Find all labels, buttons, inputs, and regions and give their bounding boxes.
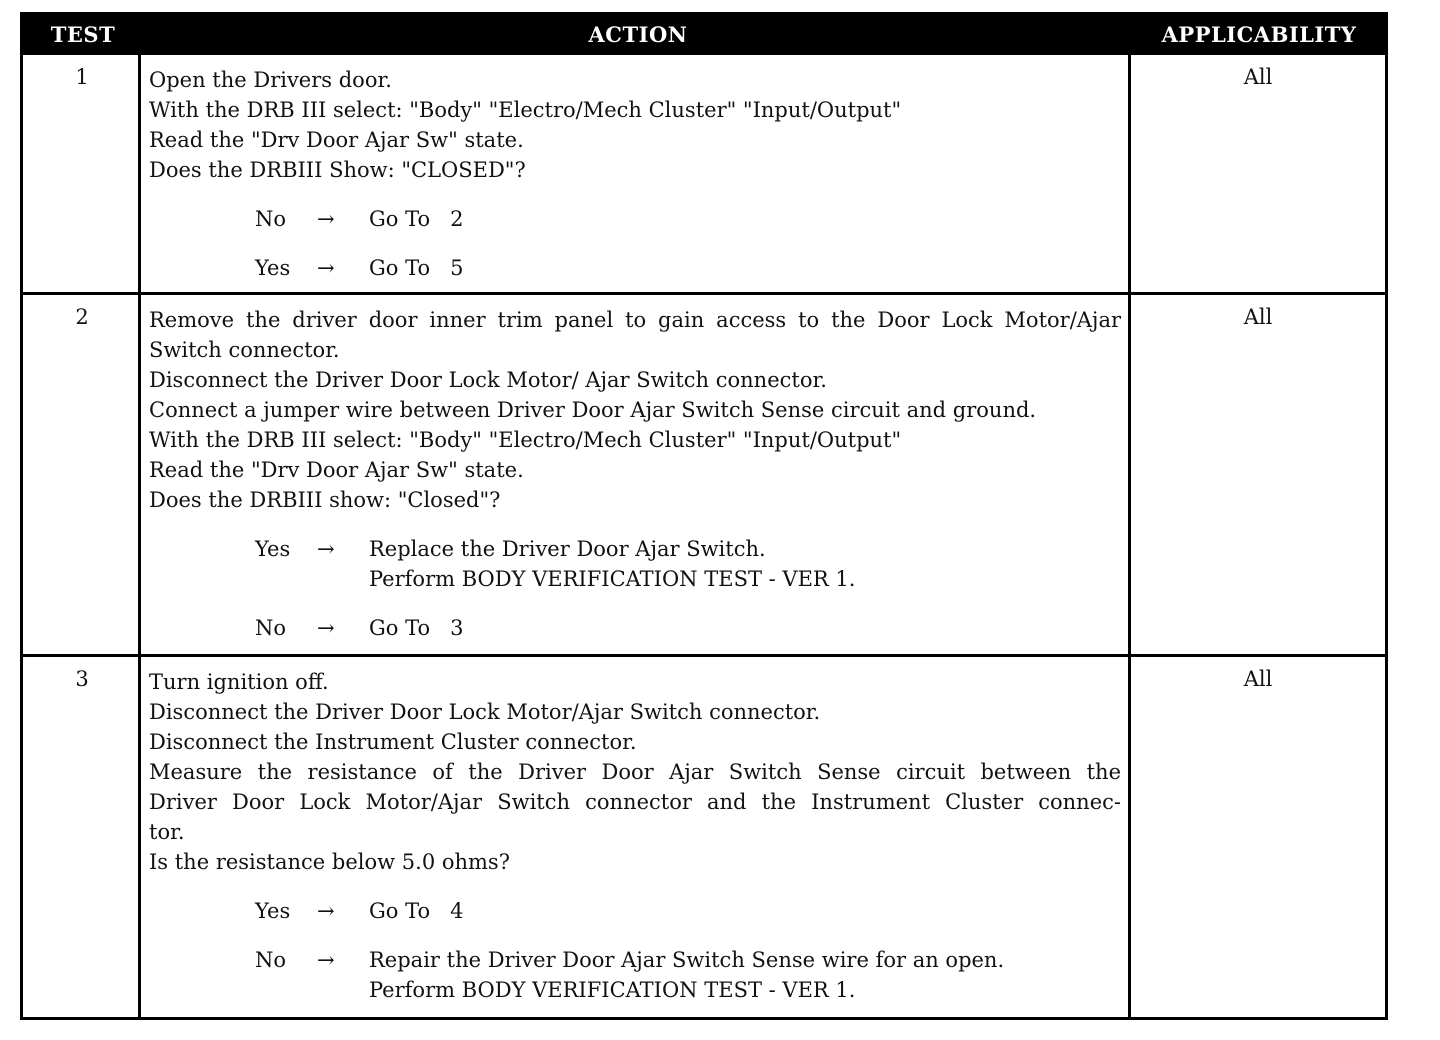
action-line: Read the "Drv Door Ajar Sw" state. <box>149 458 524 482</box>
test-cell <box>23 55 141 292</box>
arrow-icon: → <box>317 256 335 280</box>
arrow-icon: → <box>317 207 335 231</box>
outcome-result: Go To 2 <box>369 207 464 231</box>
arrow-icon: → <box>317 537 335 561</box>
header-applicability: APPLICABILITY <box>1161 22 1357 47</box>
action-line: With the DRB III select: "Body" "Electro/Mech Cluster" "Input/Output" <box>149 428 902 452</box>
outcome-result: Go To 5 <box>369 256 464 280</box>
action-line: Disconnect the Driver Door Lock Motor/Ajar Switch connector. <box>149 700 821 724</box>
action-line: Turn ignition off. <box>149 670 329 694</box>
action-line: Does the DRBIII show: "Closed"? <box>149 488 501 512</box>
action-line: Read the "Drv Door Ajar Sw" state. <box>149 128 524 152</box>
action-cell <box>141 55 1131 292</box>
arrow-icon: → <box>317 899 335 923</box>
outcome-result: Perform BODY VERIFICATION TEST - VER 1. <box>369 567 856 591</box>
outcome <box>255 204 1121 234</box>
action-line: Connect a jumper wire between Driver Door Ajar Switch Sense circuit and ground. <box>149 398 1037 422</box>
outcome-result: Go To 4 <box>369 899 464 923</box>
outcome <box>255 613 1121 643</box>
arrow-icon: → <box>317 616 335 640</box>
applicability-cell <box>1131 657 1385 1017</box>
action-line: Disconnect the Instrument Cluster connector. <box>149 730 637 754</box>
action-line: Driver Door Lock Motor/Ajar Switch connector and the Instrument Cluster connec- <box>149 790 1121 814</box>
table-header <box>23 15 1385 55</box>
outcome <box>255 534 1121 594</box>
outcome-answer: Yes <box>255 899 291 923</box>
action-line: Measure the resistance of the Driver Door Ajar Switch Sense circuit between the <box>149 760 1121 784</box>
action-line: tor. <box>149 820 185 844</box>
applicability-value: All <box>1243 667 1273 691</box>
action-line: With the DRB III select: "Body" "Electro/Mech Cluster" "Input/Output" <box>149 98 902 122</box>
header-test: TEST <box>50 22 116 47</box>
outcome-answer: Yes <box>255 537 291 561</box>
action-text <box>149 65 1121 283</box>
outcome-answer: Yes <box>255 256 291 280</box>
applicability-cell <box>1131 295 1385 654</box>
test-number: 1 <box>75 65 89 89</box>
outcome-answer: No <box>255 616 287 640</box>
table-row <box>23 295 1385 657</box>
diagnostic-test-table <box>20 12 1388 1020</box>
arrow-icon: → <box>317 948 335 972</box>
action-line: Remove the driver door inner trim panel to gain access to the Door Lock Motor/Ajar <box>149 308 1121 332</box>
test-number: 3 <box>75 667 89 691</box>
outcome <box>255 945 1121 1005</box>
outcome-answer: No <box>255 948 287 972</box>
action-text <box>149 667 1121 1005</box>
action-line: Does the DRBIII Show: "CLOSED"? <box>149 158 526 182</box>
outcome-result: Repair the Driver Door Ajar Switch Sense wire for an open. <box>369 948 1005 972</box>
action-cell <box>141 295 1131 654</box>
action-cell <box>141 657 1131 1017</box>
applicability-value: All <box>1243 305 1273 329</box>
outcome-result: Replace the Driver Door Ajar Switch. <box>369 537 766 561</box>
test-cell <box>23 295 141 654</box>
outcome-result: Go To 3 <box>369 616 464 640</box>
outcome-result: Perform BODY VERIFICATION TEST - VER 1. <box>369 978 856 1002</box>
outcome <box>255 253 1121 283</box>
test-cell <box>23 657 141 1017</box>
table-row <box>23 55 1385 295</box>
action-line: Switch connector. <box>149 338 340 362</box>
outcome <box>255 896 1121 926</box>
action-line: Open the Drivers door. <box>149 68 392 92</box>
action-line: Disconnect the Driver Door Lock Motor/ Ajar Switch connector. <box>149 368 827 392</box>
applicability-value: All <box>1243 65 1273 89</box>
header-action: ACTION <box>588 22 688 47</box>
outcome-answer: No <box>255 207 287 231</box>
action-text <box>149 305 1121 643</box>
applicability-cell <box>1131 55 1385 292</box>
test-number: 2 <box>75 305 89 329</box>
action-line: Is the resistance below 5.0 ohms? <box>149 850 510 874</box>
table-row <box>23 657 1385 1017</box>
